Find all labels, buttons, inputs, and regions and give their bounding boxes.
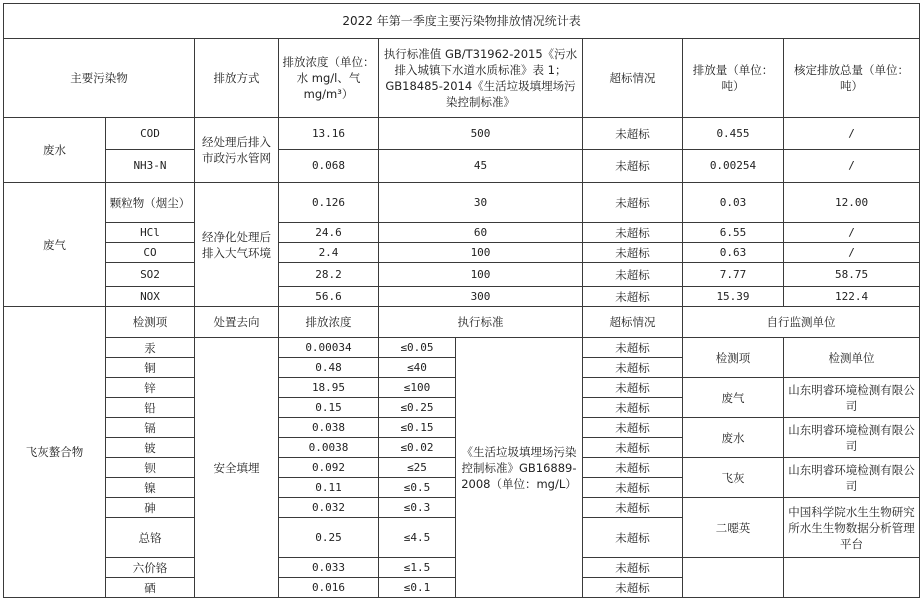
exceed-status: 未超标 <box>583 263 683 287</box>
amount-value: 6.55 <box>683 223 784 243</box>
exceed-status: 未超标 <box>583 458 683 478</box>
header-discharge-method: 排放方式 <box>195 39 279 118</box>
pollutant-item: NH3-N <box>106 150 195 183</box>
amount-value: 0.00254 <box>683 150 784 183</box>
category-fly-ash: 飞灰螯合物 <box>4 307 106 598</box>
concentration-value: 0.038 <box>279 418 379 438</box>
monitor-item-empty <box>683 558 784 598</box>
table-row <box>4 287 920 307</box>
amount-value: 0.63 <box>683 243 784 263</box>
concentration-value: 0.25 <box>279 518 379 558</box>
table-title: 2022 年第一季度主要污染物排放情况统计表 <box>4 4 920 39</box>
discharge-method: 经净化处理后排入大气环境 <box>195 183 279 307</box>
monitor-unit: 山东明睿环境检测有限公司 <box>784 418 920 458</box>
limit-value: ≤4.5 <box>379 518 456 558</box>
concentration-value: 0.068 <box>279 150 379 183</box>
approved-value: 122.4 <box>784 287 920 307</box>
disposal-method: 安全填埋 <box>195 338 279 598</box>
concentration-value: 0.00034 <box>279 338 379 358</box>
concentration-value: 13.16 <box>279 118 379 150</box>
exceed-status: 未超标 <box>583 183 683 223</box>
header-exceed: 超标情况 <box>583 39 683 118</box>
exceed-status: 未超标 <box>583 378 683 398</box>
amount-value: 7.77 <box>683 263 784 287</box>
test-item: 铜 <box>106 358 195 378</box>
approved-value: / <box>784 150 920 183</box>
limit-value: ≤1.5 <box>379 558 456 578</box>
subheader-item: 检测项 <box>106 307 195 338</box>
amount-value: 0.455 <box>683 118 784 150</box>
exceed-status: 未超标 <box>583 558 683 578</box>
subheader-concentration: 排放浓度 <box>279 307 379 338</box>
approved-value: 12.00 <box>784 183 920 223</box>
limit-value: ≤0.25 <box>379 398 456 418</box>
monitor-item: 飞灰 <box>683 458 784 498</box>
concentration-value: 0.033 <box>279 558 379 578</box>
test-item: 锌 <box>106 378 195 398</box>
table-row <box>4 223 920 243</box>
exceed-status: 未超标 <box>583 578 683 598</box>
monitor-unit: 山东明睿环境检测有限公司 <box>784 378 920 418</box>
concentration-value: 24.6 <box>279 223 379 243</box>
approved-value: / <box>784 243 920 263</box>
limit-value: ≤0.02 <box>379 438 456 458</box>
test-item: 镉 <box>106 418 195 438</box>
standard-value: 100 <box>379 243 583 263</box>
exceed-status: 未超标 <box>583 358 683 378</box>
table-row <box>4 183 920 223</box>
subheader-standard: 执行标准 <box>379 307 583 338</box>
limit-value: ≤0.5 <box>379 478 456 498</box>
approved-value: / <box>784 223 920 243</box>
pollutant-item: NOX <box>106 287 195 307</box>
amount-value: 15.39 <box>683 287 784 307</box>
exceed-status: 未超标 <box>583 243 683 263</box>
monitor-unit-empty <box>784 558 920 598</box>
pollutant-statistics-table <box>3 3 920 598</box>
exceed-status: 未超标 <box>583 498 683 518</box>
standard-value: 500 <box>379 118 583 150</box>
exceed-status: 未超标 <box>583 223 683 243</box>
test-item: 镍 <box>106 478 195 498</box>
subheader-exceed: 超标情况 <box>583 307 683 338</box>
discharge-method: 经处理后排入市政污水管网 <box>195 118 279 183</box>
monitor-unit: 山东明睿环境检测有限公司 <box>784 458 920 498</box>
exceed-status: 未超标 <box>583 478 683 498</box>
table-row <box>4 338 920 358</box>
table-row <box>4 118 920 150</box>
limit-value: ≤0.1 <box>379 578 456 598</box>
fly-ash-standard: 《生活垃圾填埋场污染控制标准》GB16889-2008（单位：mg/L） <box>456 338 583 598</box>
category-exhaust: 废气 <box>4 183 106 307</box>
test-item: 总铬 <box>106 518 195 558</box>
limit-value: ≤0.15 <box>379 418 456 438</box>
concentration-value: 18.95 <box>279 378 379 398</box>
category-wastewater: 废水 <box>4 118 106 183</box>
concentration-value: 28.2 <box>279 263 379 287</box>
header-approved-total: 核定排放总量（单位：吨） <box>784 39 920 118</box>
concentration-value: 0.0038 <box>279 438 379 458</box>
concentration-value: 0.48 <box>279 358 379 378</box>
concentration-value: 0.126 <box>279 183 379 223</box>
monitor-item: 废水 <box>683 418 784 458</box>
table-row <box>4 150 920 183</box>
fly-ash-subheader <box>4 307 920 338</box>
header-standard: 执行标准值 GB/T31962-2015《污水排入城镇下水道水质标准》表 1；GB18485-2014《生活垃圾填埋场污染控制标准》 <box>379 39 583 118</box>
exceed-status: 未超标 <box>583 287 683 307</box>
subheader-disposal: 处置去向 <box>195 307 279 338</box>
pollutant-item: 颗粒物（烟尘） <box>106 183 195 223</box>
approved-value: / <box>784 118 920 150</box>
monitor-item: 二噁英 <box>683 498 784 558</box>
standard-value: 300 <box>379 287 583 307</box>
standard-value: 60 <box>379 223 583 243</box>
concentration-value: 0.11 <box>279 478 379 498</box>
standard-value: 30 <box>379 183 583 223</box>
pollutant-item: SO2 <box>106 263 195 287</box>
header-concentration: 排放浓度（单位：水 mg/l、气 mg/m³） <box>279 39 379 118</box>
monitor-header-unit: 检测单位 <box>784 338 920 378</box>
exceed-status: 未超标 <box>583 438 683 458</box>
concentration-value: 56.6 <box>279 287 379 307</box>
approved-value: 58.75 <box>784 263 920 287</box>
test-item: 硒 <box>106 578 195 598</box>
limit-value: ≤40 <box>379 358 456 378</box>
limit-value: ≤0.3 <box>379 498 456 518</box>
pollutant-item: COD <box>106 118 195 150</box>
limit-value: ≤100 <box>379 378 456 398</box>
pollutant-item: CO <box>106 243 195 263</box>
test-item: 六价铬 <box>106 558 195 578</box>
header-amount: 排放量（单位：吨） <box>683 39 784 118</box>
limit-value: ≤25 <box>379 458 456 478</box>
concentration-value: 0.092 <box>279 458 379 478</box>
exceed-status: 未超标 <box>583 418 683 438</box>
concentration-value: 2.4 <box>279 243 379 263</box>
monitor-item: 废气 <box>683 378 784 418</box>
standard-value: 100 <box>379 263 583 287</box>
exceed-status: 未超标 <box>583 518 683 558</box>
exceed-status: 未超标 <box>583 398 683 418</box>
exceed-status: 未超标 <box>583 338 683 358</box>
subheader-monitor: 自行监测单位 <box>683 307 920 338</box>
test-item: 铍 <box>106 438 195 458</box>
test-item: 汞 <box>106 338 195 358</box>
amount-value: 0.03 <box>683 183 784 223</box>
concentration-value: 0.016 <box>279 578 379 598</box>
concentration-value: 0.032 <box>279 498 379 518</box>
table-row <box>4 263 920 287</box>
test-item: 铅 <box>106 398 195 418</box>
pollutant-item: HCl <box>106 223 195 243</box>
table-row <box>4 243 920 263</box>
test-item: 钡 <box>106 458 195 478</box>
concentration-value: 0.15 <box>279 398 379 418</box>
test-item: 砷 <box>106 498 195 518</box>
monitor-header-item: 检测项 <box>683 338 784 378</box>
header-pollutant: 主要污染物 <box>4 39 195 118</box>
limit-value: ≤0.05 <box>379 338 456 358</box>
standard-value: 45 <box>379 150 583 183</box>
monitor-unit: 中国科学院水生生物研究所水生生物数据分析管理平台 <box>784 498 920 558</box>
exceed-status: 未超标 <box>583 118 683 150</box>
exceed-status: 未超标 <box>583 150 683 183</box>
